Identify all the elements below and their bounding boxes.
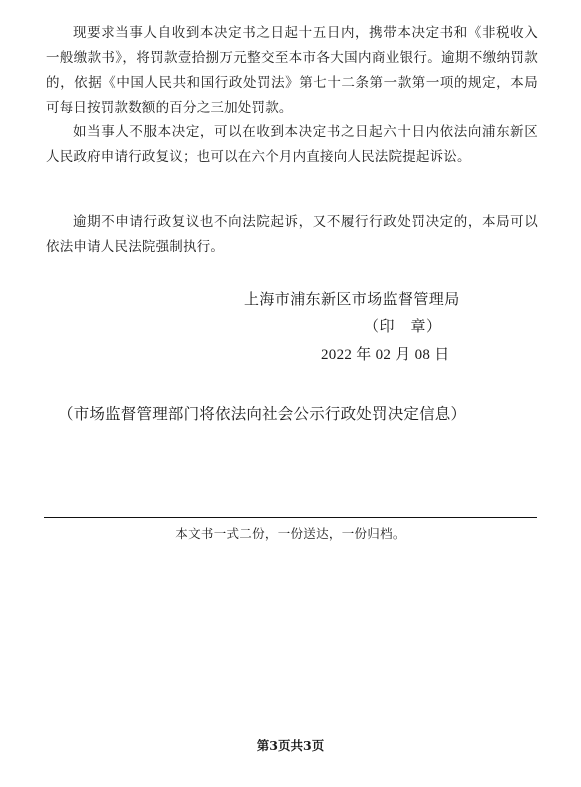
horizontal-divider xyxy=(44,517,537,518)
public-disclosure-notice: （市场监督管理部门将依法向社会公示行政处罚决定信息） xyxy=(58,405,467,423)
signature-seal: （印 章） xyxy=(364,319,442,335)
paragraph-enforcement: 逾期不申请行政复议也不向法院起诉，又不履行行政处罚决定的，本局可以依法申请人民法院强制执行。 xyxy=(46,214,538,255)
copies-note: 本文书一式二份，一份送达，一份归档。 xyxy=(175,526,406,541)
paragraph-payment-requirement: 现要求当事人自收到本决定书之日起十五日内，携带本决定书和《非税收入一般缴款书》，将罚款壹拾捌万元整交至本市各大国内商业银行。逾期不缴纳罚款的，依据《中国人民共和国行政处罚法》第七十二条第一款第一项的规定，本局可每日按罚款数额的百分之三加处罚款。 xyxy=(46,25,538,116)
page-number: 第3页共3页 xyxy=(256,738,325,753)
paragraph-appeal-rights: 如当事人不服本决定，可以在收到本决定书之日起六十日内依法向浦东新区人民政府申请行政复议；也可以在六个月内直接向人民法院提起诉讼。 xyxy=(46,124,538,165)
signature-date: 2022 年 02 月 08 日 xyxy=(321,347,450,363)
signature-organization: 上海市浦东新区市场监督管理局 xyxy=(244,292,460,308)
